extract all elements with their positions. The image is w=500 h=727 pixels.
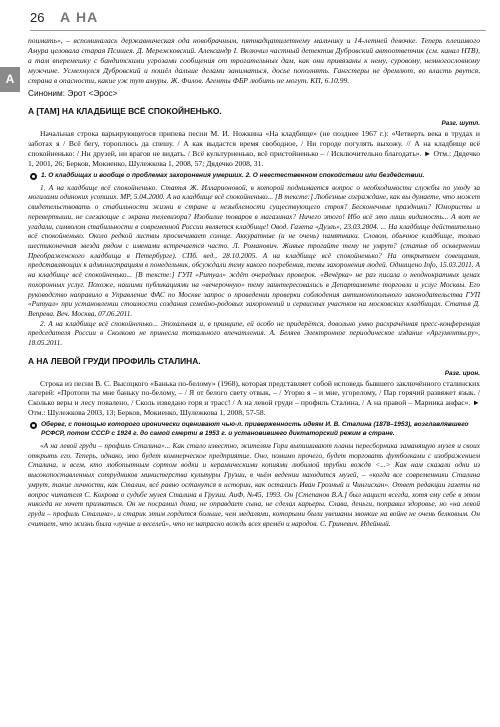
bullet-icon bbox=[30, 173, 37, 180]
meaning-text: Оберег, с помощью которого иронически оценивают чью-л. приверженность идеям И. В. Сталина (1878–1953), возглавлявшего РСФСР, потом СССР с 1924 г. до самой смерти в 1953 г. и установившего диктаторский режим в стране. bbox=[41, 421, 469, 438]
header-rule bbox=[30, 30, 486, 31]
entry-title: А [ТАМ] НА КЛАДБИЩЕ ВСЁ СПОКОЙНЕНЬКО. bbox=[28, 106, 222, 117]
entry-meaning bbox=[28, 172, 480, 181]
entry-kladbishche bbox=[28, 107, 480, 347]
entry-title: А НА ЛЕВОЙ ГРУДИ ПРОФИЛЬ СТАЛИНА. bbox=[28, 355, 201, 366]
example-1: 1. А на кладбище всё спокойненько. Статья Ж. Илларионовой, в которой поднимается вопрос о необходимости службы по уходу за могилами одиноких усопших. МР, 5.04.2000. А на кладбище всё спокойненько... [В тексте:] Любезные сограждане, как вы думаете, что может свидетельствовать о стабильности жизни в стране и незыблемости существующего строя? Бесконечные праздники? Юмористы и перевертыши, не слезающие с экрана телевизора? Изобилие товаров в магазинах? Ничего этого! Ибо всё это лишь видимость... А вот не угадали, символом стабильности в современной России является кладбище! Овод. Газета «Дуэль», 23.03.2004. ... На кладбище действительно всё спокойненько. Около редкой листвы просвечивает солнце. Аккуратные (и не очень) памятники. Словом, обычное кладбище, только шестиконечная звезда рядом с именами встречается часто. Л. Романович. Живые трогайте тему не умрут? (статья об осквернении Преображенского кладбища в Петербурге). СПб. вед., 28.10.2005. А на кладбище всё спокойненько? На открытием совещания, представляющих к администрациям в понедельник, обсуждали тему какого погребения, темы захоронения людей. Однищено Info, 15.03.2011. А на кладбище всё спокойненько... [В тексте:] ГУП «Ритуал» ждёт очередных проверок. «Вечёрка» не раз писала о неоднократных ценах похоронных услуг. Похоже, нашими публикациями на «вечерочную» тему заинтересовались в Департаменте торговли и услуг Москвы. Его руководство направило в Управление ФАС по Москве запрос о проведении проверки соблюдения антимонопольного законодательства ГУП «Ритуал» при установлении стоимости создания семейно-родовых захоронений и сервисных участков на московских кладбищах. Статья Д. Вепрева. Веч. Москва, 07.06.2011. bbox=[28, 182, 480, 318]
intro-paragraph: поимать», – вспоминалась державническая ода новобрачным, пятнадцатилетнему мальчику и 14-летней девочке. Теперь плешивого Амура целовала старая Псишея. Д. Мережковский. Александр I. Включил частный детектив Дубровский автоответчик (см. канал НТВ), а там вперемешку с бандитскими угрозами сообщения от трогательных дам, как они привязаны к нему, суровому, немногословному мужчине. Усмехнулся Дубровский и пошёл дальше делами заниматься, досье пополнять. Гангстеры не дремлют, во власть рвутся, страна в опасности, какие уж тут амуры. Ж. Филов. Агенты ФБР любить не могут. КП, 6.10.99. bbox=[28, 36, 480, 85]
entry-label: Разг. ирон. bbox=[444, 369, 480, 377]
entry-label: Разг. шутл. bbox=[441, 120, 480, 128]
page-content bbox=[28, 36, 480, 528]
bullet-icon bbox=[30, 422, 37, 429]
page-header bbox=[30, 8, 480, 28]
entry-origin: Начальная строка варьирующегося припева песни М. И. Ножкина «На кладбище» (не позднее 1967 г.): «Четверть века в трудах и заботах я / Всё бегу, тороплюсь да спешу. / А как выдастся время свободное, / Ни городе погулять выхожу. // А на кладбище всё спокойненько: / Ни друзей, ни врагов не видать. / Всё культурненько, всё пристойненько – / Исключительно благодать». ► Отм.: Дядечко 1, 2001, 26; Берков, Мокиенко, Шулежкова 1, 2008, 57; Дядечко 2008, 31. bbox=[28, 129, 480, 168]
entry-levoy-grudi bbox=[28, 357, 480, 529]
example-2: 2. А на кладбище всё спокойненько... Эпохальная и, в принципе, ей особо не придерётся, довольно умно расхрачённая пресс-конференция председателя России в Сколково не принесла тотального впечатления. А. Беляев Электронное периодическое издание «Аргументы.ру», 18.05.2011. bbox=[28, 318, 480, 348]
entry-meaning bbox=[28, 421, 480, 439]
page-number: 26 bbox=[30, 10, 45, 25]
synonym-line: Синоним: Эрот <Эрос> bbox=[28, 87, 118, 98]
running-head: А НА bbox=[60, 9, 99, 25]
letter-tab: А bbox=[0, 67, 20, 92]
entry-origin: Строка из песни В. С. Высоцкого «Банька по-белому» (1968), которая представляет собой исповедь бывшего заключённого сталинских лагерей: «Протопи ты мне баньку по-белому, – / Я от белого свету отвык, – / Угорю я – и мне, угорелому, / Пар горячий развяжет язык. / Сколько веры и лесу повалено, / Сколь изведано горя и трасс! / А на левой груди – профиль Сталина, / А на правой – Маринка анфас». ► Отм.: Шулежкова 2003, 13; Берков, Мокиенко, Шулежкова 1, 2008, 57-58. bbox=[28, 378, 480, 418]
example-1: «А на левой груди – профиль Сталина»... Как стало известно, жителям Гори выпишивают планы пересборника заманящую музея и своих открыть его. Теперь, однако, это будет коммерческое предприятие. Оно, помимо прочего, будет торговать футболками с изображением Сталина, и всем, кто любопытным сортом водки и керамическими копиями любимой трубки вождя <...> Как нам сказали одни из высокопоставленных сотрудников министерства культуры Грузии, в чьём ведении находится музей, – «когда все современники Сталина умрут, такие личности, как Сталин, всё равно останутся в истории, как остались Иван Грозный и Чингисхан». Ответ редакции газеты на вопрос читателя С. Кохрова о судьбе музея Сталина в Грузии. АиФ, №45, 1993. Он [Степанов В.А.] был нацист всегда, хотя ему себе в этом никогда не хочет признаться. Он не посрамил дома, не оправдает сына, не сделал карьеры. Слава, деньги, поправил здоровье, но «на левой груди – профиль Сталина», и старик этим гордится больше, чем медалями, которыми были увешаны звонкие на войне не очень белковым. Он считает, что жизнь была «лучше и веселей», что не напрасно вождь всех времён и народов. С. Гриневич. Идейный. bbox=[28, 440, 480, 528]
meaning-text: 1. О кладбищах и вообще о проблемах захоронения умерших. 2. О неестественном спокойствии или бездействии. bbox=[41, 171, 425, 179]
